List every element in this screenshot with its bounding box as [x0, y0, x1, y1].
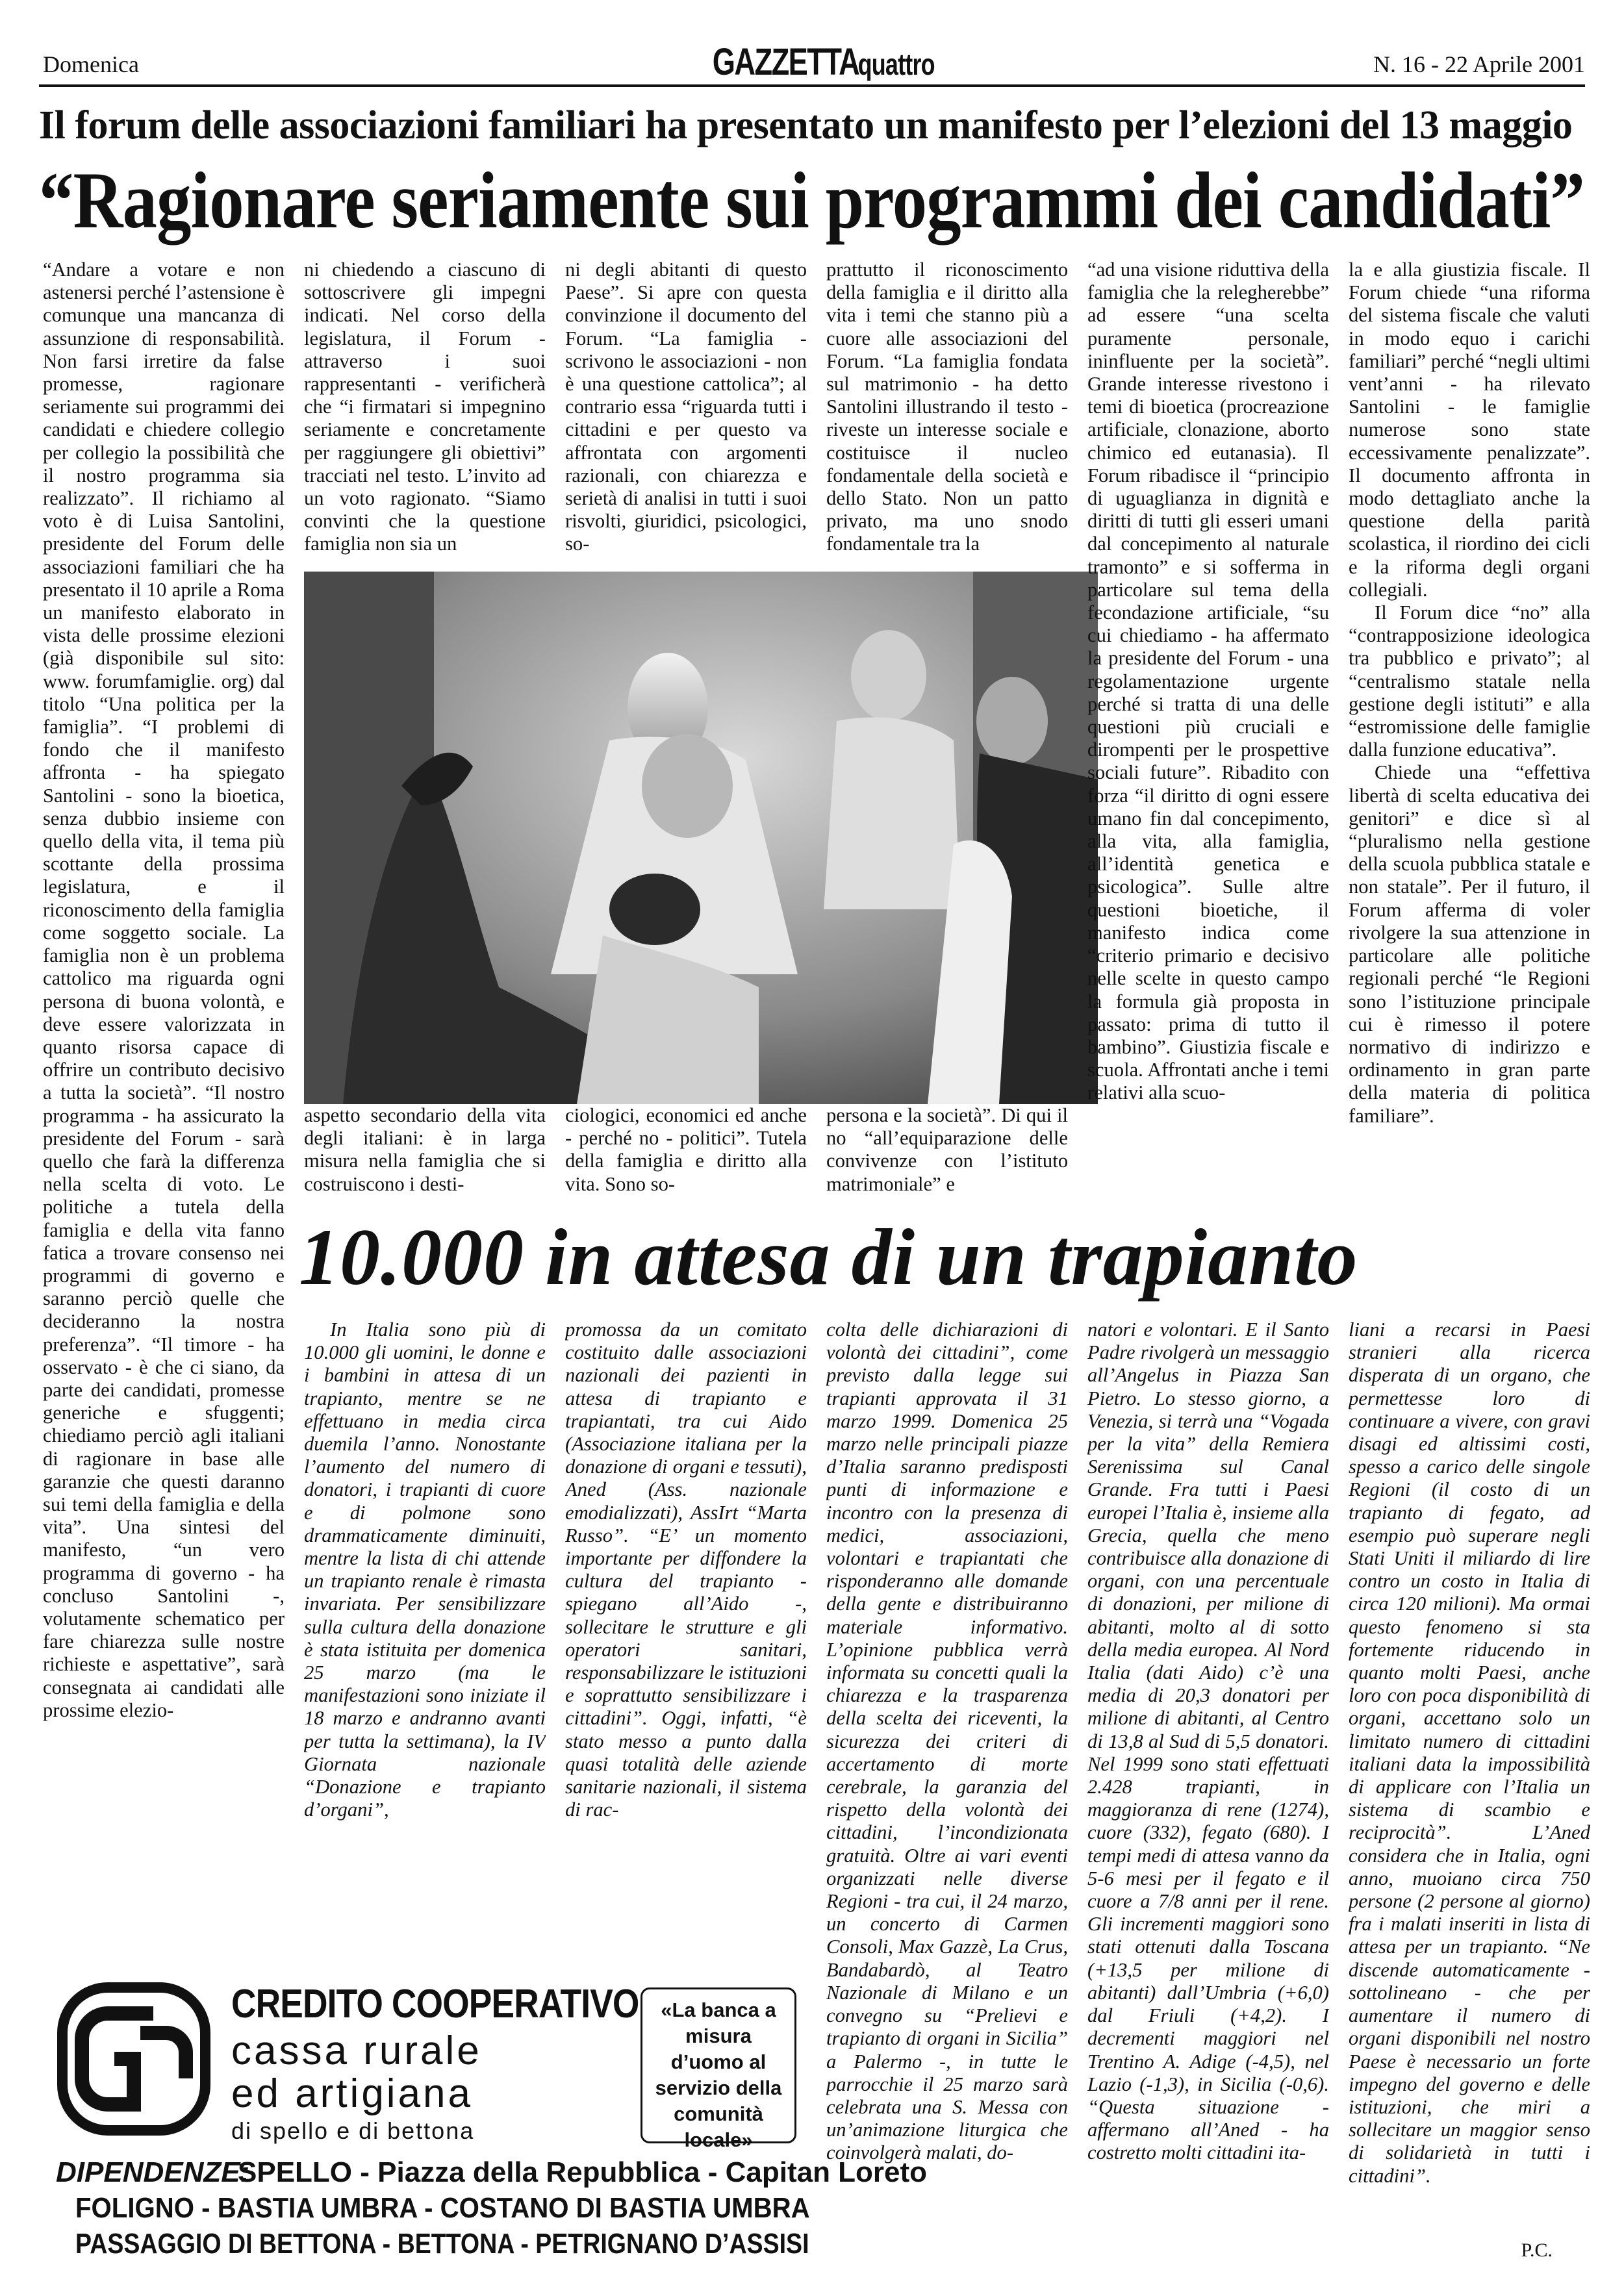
ad-slogan-box: «La banca a misura d’uomo al servizio della comunità locale»	[641, 1987, 796, 2143]
article1-column-4-top	[826, 259, 1068, 568]
article1-col3-bottom-text: ciologici, economici ed anche - perché no - politici”. Tutela della famiglia e diritto alla vita. Sono so-	[565, 1104, 807, 1195]
bank-logo-icon	[56, 1981, 212, 2137]
masthead-rule	[39, 84, 1585, 87]
article1-col2-text: ni chiedendo a ciascuno di sottoscrivere gli impegni indicati. Nel corso della legislatura, il Forum - attraverso i suoi rappresentanti - verificherà che “i firmatari si impegnino seriamente e concretamente per raggiungere gli obiettivi” tracciati nel testo. L’invito ad un voto ragionato. “Siamo convinti che la questione famiglia non sia un	[304, 259, 546, 555]
article2-column-4	[1087, 1318, 1329, 2267]
article1-col2-bottom-text: aspetto secondario della vita degli italiani: è in larga misura nella famiglia che si costruiscono i desti-	[304, 1104, 546, 1195]
article2-col4-text: natori e volontari. E il Santo Padre rivolgerà un messaggio all’Angelus in Piazza San Pietro. Lo stesso giorno, a Venezia, si terrà una “Vogada per la vita” della Remiera Serenissima sul Canal Grande. Fra tutti i Paesi europei l’Italia è, insieme alla Grecia, quella che meno contribuisce alla donazione di organi, con una percentuale di donazioni, per milione di abitanti, molto al di sotto della media europea. Al Nord Italia (dati Aido) c’è una media di 20,3 donatori per milione di abitanti, al Centro di 13,8 al Sud di 5,5 donatori. Nel 1999 sono stati effettuati 2.428 trapianti, in maggioranza di rene (1274), cuore (332), fegato (680). I tempi medi di attesa vanno da 5-6 mesi per il fegato e il cuore a 7/8 anni per il rene. Gli incrementi maggiori sono stati ottenuti dalla Toscana (+13,5 per milione di abitanti) dall’Umbria (+6,0) dal Friuli (+4,2). I decrementi maggiori nel Trentino A. Adige (-4,5), nel Lazio (-1,3), in Sicilia (-0,6). “Questa situazione - affermano all’Aned - ha costretto molti cittadini ita-	[1087, 1318, 1329, 2164]
article2-column-1	[304, 1318, 546, 1936]
article2-column-2	[565, 1318, 807, 1936]
logo-main: GAZZETTA	[712, 41, 859, 83]
logo-sub: quattro	[857, 47, 935, 81]
article2-column-3	[826, 1318, 1068, 2267]
article1-col6-text: la e alla giustizia fiscale. Il Forum chiede “una riforma del sistema fiscale che valuti in modo equo i carichi familiari” perché “negli ultimi vent’anni - ha rilevato Santolini - le famiglie numerose sono state eccessivamente penalizzate”. Il documento affronta in modo dettagliato anche la questione della parità scolastica, il riordino dei cicli e la riforma degli organi collegiali.	[1349, 259, 1590, 601]
article2-signature: P.C.	[1521, 2239, 1553, 2261]
bank-advertisement	[43, 1962, 928, 2260]
photo-pope-ceremony	[304, 572, 1098, 1104]
ad-branch-line-1: SPELLO - Piazza della Repubblica - Capitan Loreto	[238, 2156, 928, 2188]
article-headline: “Ragionare seriamente sui programmi dei candidati”	[39, 156, 1585, 245]
article1-column-2-top	[304, 259, 546, 568]
article1-column-3-top	[565, 259, 807, 568]
article2-col2-text: promossa da un comitato costituito dalle associazioni nazionali dei pazienti in attesa di trapianto e trapiantati, tra cui Aido (Associazione italiana per la donazione di organi e tessuti), Aned (Ass. nazionale emodializzati), AssIrt “Marta Russo”. “E’ un momento importante per diffondere la cultura del trapianto - spiegano all’Aido -, sollecitare le strutture e gli operatori sanitari, responsabilizzare le istituzioni e soprattutto sensibilizzare i cittadini”. Oggi, infatti, “è stato messo a punto dalla quasi totalità delle aziende sanitarie nazionali, il sistema di rac-	[565, 1318, 807, 1821]
article-kicker: Il forum delle associazioni familiari ha presentato un manifesto per l’elezioni del 13 maggio	[39, 103, 1573, 147]
article2-col5-text: liani a recarsi in Paesi stranieri alla ricerca disperata di un organo, che permettesse loro di continuare a vivere, con gravi disagi ed altissimi costi, spesso a carico delle singole Regioni (il costo di un trapianto di fegato, ad esempio può superare negli Stati Uniti il miliardo di lire contro un costo in Italia di circa 120 milioni). Ma ormai questo fenomeno si sta fortemente riducendo in quanto molti Paesi, anche loro con poca disponibilità di organi, accettano solo un limitato numero di cittadini italiani data la impossibilità di applicare con l’Italia un sistema di scambio e reciprocità”. L’Aned considera che in Italia, ogni anno, muoiano circa 750 persone (2 persone al giorno) fra i malati inseriti in lista di attesa per un trapianto. “Ne discende automaticamente - sottolineano - che per aumentare il numero di organi disponibili nel nostro Paese è necessario un forte impegno del governo e delle istituzioni, che miri a sollecitare un maggior senso di solidarietà in tutti i cittadini”.	[1349, 1318, 1590, 2187]
article1-column-6	[1349, 259, 1590, 1204]
article1-col3-text: ni degli abitanti di questo Paese”. Si apre con questa convinzione il documento del Forum. “La famiglia - scrivono le associazioni - non è una questione cattolica”; al contrario essa “riguarda tutti i cittadini e per questo va affrontata con argomenti razionali, con chiarezza e serietà di analisi in tutti i suoi risvolti, giuridici, psicologici, so-	[565, 259, 807, 555]
article1-column-5	[1087, 259, 1329, 1204]
article1-column-1	[43, 259, 285, 1895]
ad-branches-label: DIPENDENZE:	[56, 2156, 250, 2188]
article2-col3-text: colta delle dichiarazioni di volontà dei cittadini”, come previsto dalla legge sui trapianti approvata il 31 marzo 1999. Domenica 25 marzo nelle principali piazze d’Italia saranno predisposti punti di informazione e incontro con la presenza di medici, associazioni, volontari e trapiantati che risponderanno alle domande della gente e distribuiranno materiale informativo. L’opinione pubblica verrà informata su concetti quali la chiarezza e la trasparenza della scelta dei riceventi, la sicurezza dei criteri di accertamento di morte cerebrale, la garanzia del rispetto della volontà dei cittadini, l’incondizionata gratuità. Oltre ai vari eventi organizzati nelle diverse Regioni - tra cui, il 24 marzo, un concerto di Carmen Consoli, Max Gazzè, La Crus, Bandabardò, al Teatro Nazionale di Milano e un convegno su “Prelievi e trapianto di organi in Sicilia” a Palermo -, in tutte le parrocchie il 25 marzo sarà celebrata una S. Messa con un’animazione liturgica che coinvolgerà malati, do-	[826, 1318, 1068, 2164]
article1-column-2-bottom	[304, 1104, 546, 1202]
article1-col1-text: “Andare a votare e non astenersi perché l’astensione è comunque una mancanza di assunzione di responsabilità. Non farsi irretire da false promesse, ragionare seriamente sui programmi dei candidati e chiedere collegio per collegio la possibilità che il nostro programma sia realizzato”. Il richiamo al voto è di Luisa Santolini, presidente del Forum delle associazioni familiari che ha presentato il 10 aprile a Roma un manifesto elaborato in vista delle prossime elezioni (già disponibile sul sito: www. forumfamiglie. org) dal titolo “Una politica per la famiglia”. “I problemi di fondo che il manifesto affronta - ha spiegato Santolini - sono la bioetica, senza dubbio insieme con quello della vita, il tema più scottante della prossima legislatura, e il riconoscimento della famiglia come soggetto sociale. La famiglia non è un problema cattolico ma riguarda ogni persona di buona volontà, e deve essere valorizzata in quanto risorsa capace di offrire un contributo decisivo a tutta la società”. “Il nostro programma - ha assicurato la presidente del Forum - sarà quello che farà la differenza nella scelta di voto. Le politiche a tutela della famiglia e della vita fanno fatica a trovare consenso nei programmi di governo e saranno perciò quelle che decideranno la nostra preferenza”. “Il timore - ha osservato - è che ci siano, da parte dei candidati, promesse generiche e sfuggenti; chiediamo perciò agli italiani di ragionare in base alle garanzie che questi daranno sui temi della famiglia e della vita”. Una sintesi del manifesto, “un vero programma di governo - ha concluso Santolini -, volutamente schematico per fare chiarezza sulle nostre richieste e aspettative”, sarà consegnata ai candidati alle prossime elezio-	[43, 259, 285, 1721]
ad-line-cassa-rurale: cassa rurale	[231, 2028, 482, 2073]
ad-branch-line-3: PASSAGGIO DI BETTONA - BETTONA - PETRIGNANO D’ASSISI	[75, 2228, 809, 2260]
article1-column-4-bottom	[826, 1104, 1068, 1202]
article2-column-5	[1349, 1318, 1590, 2247]
ad-title: CREDITO COOPERATIVO	[231, 1982, 639, 2026]
article1-col6c-text: Chiede una “effettiva libertà di scelta educativa dei genitori” e dice sì al “pluralismo nella gestione della scuola pubblica statale e non statale”. Per il futuro, il Forum afferma di voler rivolgere la sua attenzione in particolare alle politiche regionali perché “le Regioni sono l’istituzione principale cui è rimesso il potere normativo di indirizzo e ordinamento in gran parte della materia di politica familiare”.	[1349, 761, 1590, 1127]
article1-column-3-bottom	[565, 1104, 807, 1202]
article2-col1-text: In Italia sono più di 10.000 gli uomini, le donne e i bambini in attesa di un trapianto, mentre se ne effettuano in media circa duemila l’anno. Nonostante l’aumento del numero di donatori, i trapianti di cuore e di polmone sono drammaticamente diminuiti, mentre la lista di chi attende un trapianto renale è rimasta invariata. Per sensibilizzare sulla cultura della donazione è stata istituita per domenica 25 marzo (ma le manifestazioni sono iniziate il 18 marzo e andranno avanti per tutta la settimana), la IV Giornata nazionale “Donazione e trapianto d’organi”,	[304, 1318, 546, 1821]
article1-col4-bottom-text: persona e la società”. Di qui il no “all’equiparazione delle convivenze con l’istituto matrimoniale” e	[826, 1104, 1068, 1195]
masthead-issue: N. 16 - 22 Aprile 2001	[1373, 51, 1585, 77]
ad-line-location: di spello e di bettona	[231, 2117, 475, 2144]
newspaper-logo	[682, 40, 955, 84]
ad-branch-line-2: FOLIGNO - BASTIA UMBRA - COSTANO DI BASTIA UMBRA	[75, 2192, 810, 2224]
article1-col5-text: “ad una visione riduttiva della famiglia che la relegherebbe” ad essere “una scelta puramente personale, ininfluente per la società”. Grande interesse rivestono i temi di bioetica (procreazione artificiale, clonazione, aborto chimico ed eutanasia). Il Forum ribadisce il “principio di uguaglianza in dignità e diritti di tutti gli esseri umani dal concepimento al naturale tramonto” e si sofferma in particolare sul tema della fecondazione artificiale, “su cui chiediamo - ha affermato la presidente del Forum - una regolamentazione urgente perché si tratta di una delle questioni più cruciali e dirompenti per le prospettive sociali future”. Ribadito con forza “il diritto di ogni essere umano fin dal concepimento, alla vita, alla famiglia, all’identità genetica e psicologica”. Sulle altre questioni bioetiche, il manifesto indica come “criterio primario e decisivo nelle scelte in questo campo la formula già proposta in passato: prima di tutto il bambino”. Giustizia fiscale e scuola. Affrontati anche i temi relativi alla scuo-	[1087, 259, 1329, 1104]
article1-col6b-text: Il Forum dice “no” alla “contrapposizione ideologica tra pubblico e privato”; al “centralismo statale nella gestione degli istituti” e alla “estromissione delle famiglie dalla funzione educativa”.	[1349, 601, 1590, 761]
masthead-day: Domenica	[43, 51, 139, 77]
ad-line-artigiana: ed artigiana	[231, 2071, 474, 2116]
article2-headline: 10.000 in attesa di un trapianto	[299, 1213, 1358, 1302]
article1-col4-text: prattutto il riconoscimento della famiglia e il diritto alla vita i temi che stanno più a cuore alle associazioni del Forum. “La famiglia fondata sul matrimonio - ha detto Santolini illustrando il testo - riveste un interesse sociale e costituisce il nucleo fondamentale della società e dello Stato. Non un patto privato, ma uno snodo fondamentale tra la	[826, 259, 1068, 555]
